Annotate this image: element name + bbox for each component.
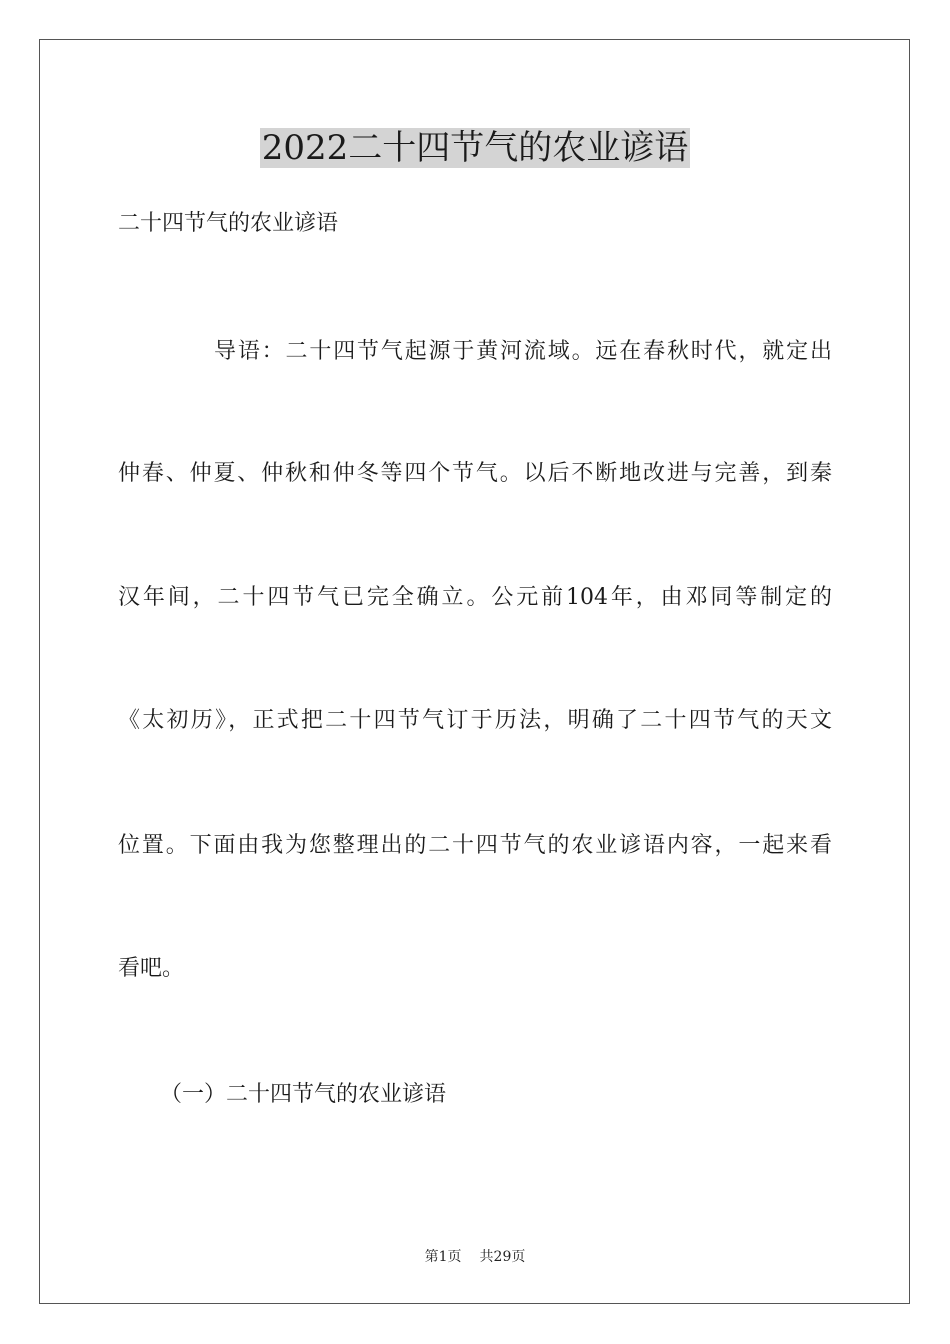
document-subtitle: 二十四节气的农业谚语 bbox=[118, 211, 339, 236]
page-number: 第1页 bbox=[424, 1249, 462, 1265]
document-title bbox=[0, 126, 950, 170]
paragraph-line-6: 看吧。 bbox=[118, 956, 185, 981]
page-total: 共29页 bbox=[479, 1249, 526, 1265]
paragraph-line-3: 汉年间，二十四节气已完全确立。公元前104年，由邓同等制定的 bbox=[118, 585, 832, 610]
section-heading: （一）二十四节气的农业谚语 bbox=[160, 1082, 447, 1107]
document-title-text: 2022二十四节气的农业谚语 bbox=[261, 128, 689, 168]
paragraph-line-2: 仲春、仲夏、仲秋和仲冬等四个节气。以后不断地改进与完善，到秦 bbox=[118, 461, 832, 486]
page-footer bbox=[0, 1248, 950, 1266]
paragraph-line-4: 《太初历》，正式把二十四节气订于历法，明确了二十四节气的天文 bbox=[118, 708, 832, 733]
paragraph-line-1: 导语：二十四节气起源于黄河流域。远在春秋时代，就定出 bbox=[214, 339, 832, 364]
paragraph-line-5: 位置。下面由我为您整理出的二十四节气的农业谚语内容，一起来看 bbox=[118, 833, 832, 858]
